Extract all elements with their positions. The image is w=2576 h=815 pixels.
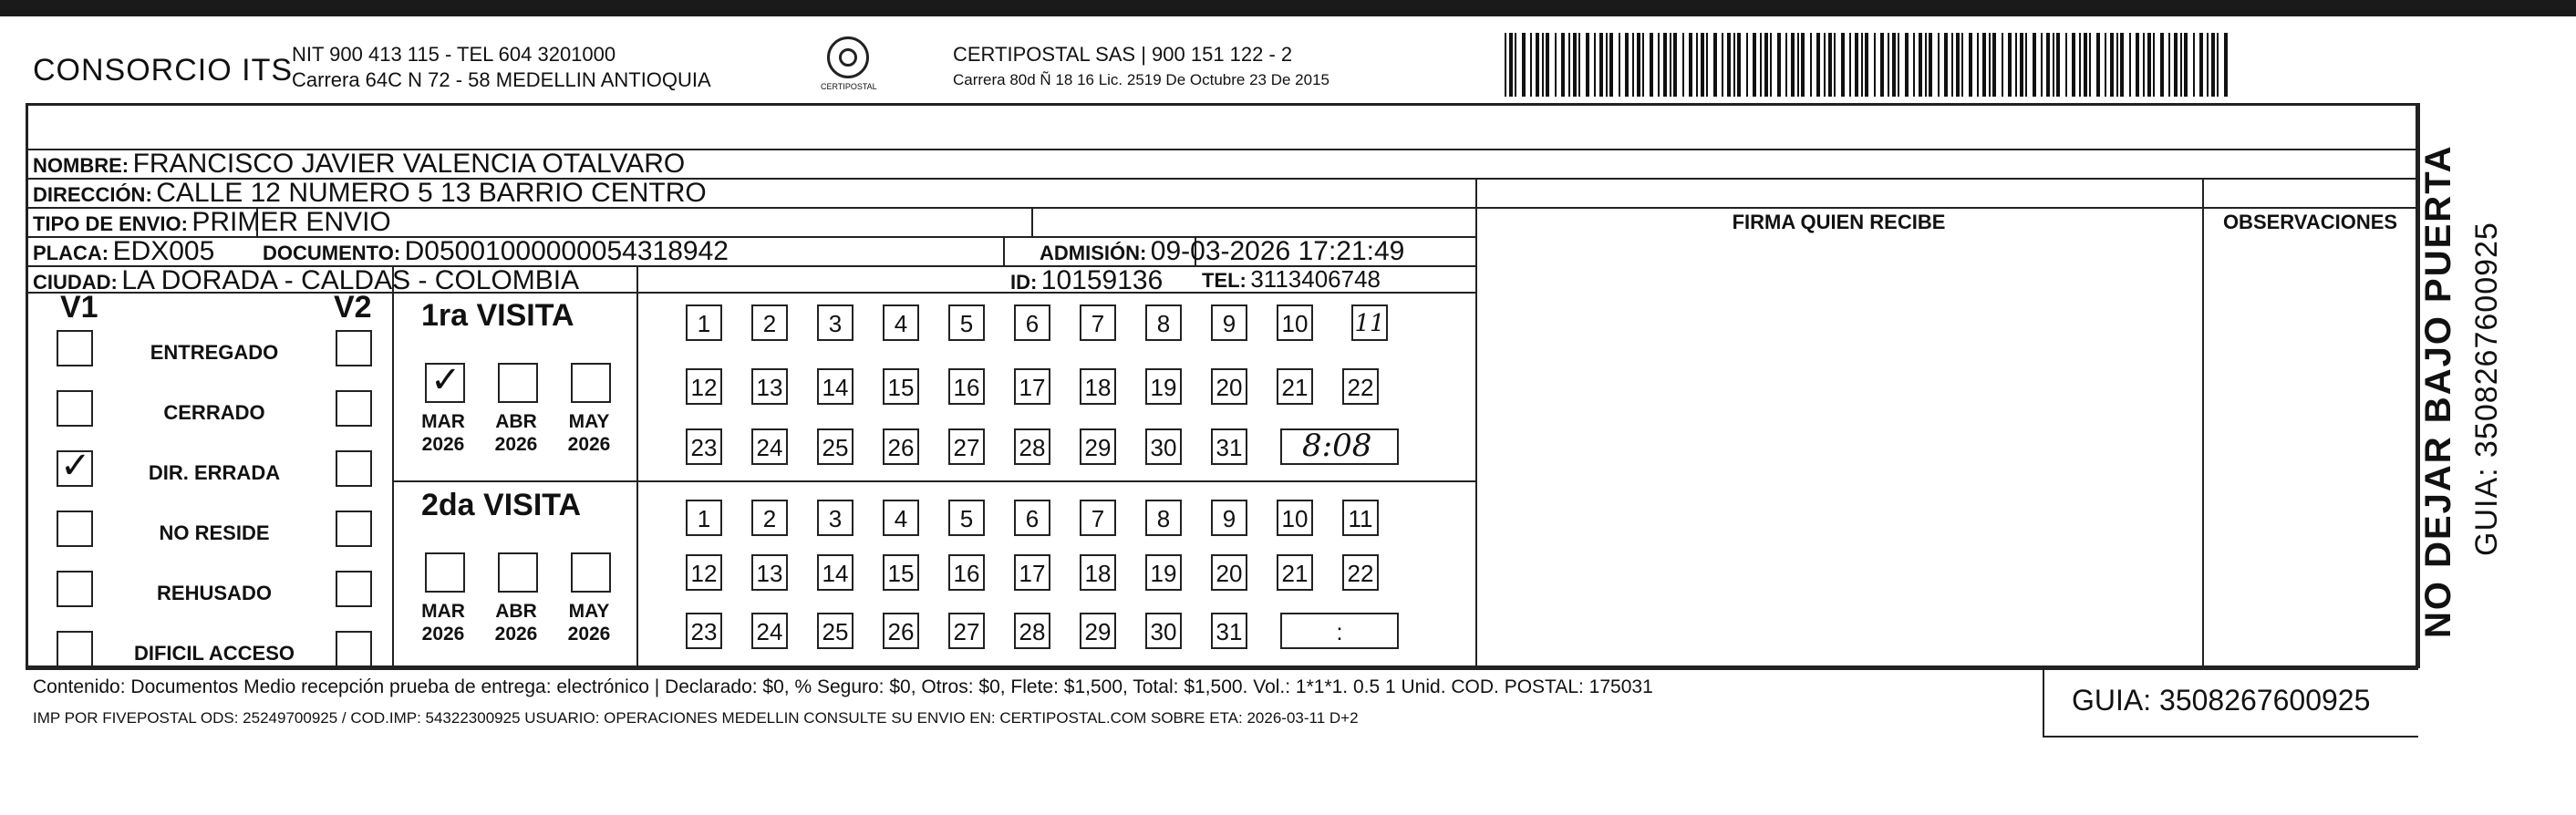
- month-label-may: MAY 2026: [567, 411, 611, 455]
- day-box-3[interactable]: 3: [817, 304, 853, 341]
- day-box-15[interactable]: 15: [883, 368, 919, 405]
- day-box-29[interactable]: 29: [1080, 613, 1116, 649]
- day-box-10[interactable]: 10: [1277, 500, 1313, 536]
- day-box-11[interactable]: 11: [1342, 500, 1379, 536]
- side-guia: GUIA: 3508267600925: [2469, 222, 2504, 556]
- certipostal-info: [953, 42, 1329, 93]
- day-box-3[interactable]: 3: [817, 500, 853, 536]
- checkbox-v1-3[interactable]: [57, 511, 93, 547]
- status-label-3: NO RESIDE: [159, 521, 270, 544]
- day-box-14[interactable]: 14: [817, 368, 853, 405]
- day-box-1[interactable]: 1: [686, 304, 722, 341]
- time-box-first[interactable]: [1280, 428, 1399, 465]
- direccion-row: [33, 178, 707, 209]
- month-checkbox-may[interactable]: [571, 552, 611, 593]
- admision-cell: [1040, 236, 1404, 267]
- day-box-5[interactable]: 5: [948, 500, 985, 536]
- day-box-15[interactable]: 15: [883, 554, 919, 591]
- month-checkbox-abr[interactable]: [498, 363, 538, 403]
- day-box-31[interactable]: 31: [1211, 613, 1247, 649]
- month-label-mar: MAR 2026: [421, 601, 465, 645]
- day-box-27[interactable]: 27: [948, 613, 985, 649]
- day-box-7[interactable]: 7: [1080, 500, 1116, 536]
- month-label-abr: ABR 2026: [494, 601, 538, 645]
- checkbox-v2-5[interactable]: [336, 631, 372, 667]
- month-checkbox-mar[interactable]: [425, 552, 465, 593]
- placa-value: EDX005: [112, 236, 215, 266]
- certi-line1: CERTIPOSTAL SAS | 900 151 122 - 2: [953, 43, 1293, 66]
- handwritten-time: 8:08: [1302, 428, 1372, 464]
- v2-header: V2: [334, 290, 372, 325]
- first-visit-title: 1ra VISITA: [421, 298, 574, 333]
- day-box-12[interactable]: 12: [686, 368, 722, 405]
- placa-label: PLACA:: [33, 242, 109, 264]
- status-label-4: REHUSADO: [157, 582, 272, 604]
- tipo-row: [33, 207, 391, 238]
- tel-cell: [1202, 265, 1381, 294]
- day-box-12[interactable]: 12: [686, 554, 722, 591]
- day-box-6[interactable]: 6: [1014, 304, 1050, 341]
- day-box-18[interactable]: 18: [1080, 554, 1116, 591]
- day-box-14[interactable]: 14: [817, 554, 853, 591]
- day-box-22[interactable]: 22: [1342, 554, 1379, 591]
- direccion-label: DIRECCIÓN:: [33, 183, 152, 206]
- month-checkbox-mar[interactable]: [425, 359, 465, 403]
- id-value: 10159136: [1040, 265, 1164, 295]
- tel-label: TEL:: [1202, 269, 1247, 292]
- checkbox-v1-5[interactable]: [57, 631, 93, 667]
- day-box-19[interactable]: 19: [1145, 368, 1182, 405]
- time-box-second[interactable]: :: [1280, 613, 1399, 649]
- checkbox-v2-4[interactable]: [336, 571, 372, 607]
- id-cell: [1010, 265, 1163, 296]
- day-box-4[interactable]: 4: [883, 304, 919, 341]
- day-box-2[interactable]: 2: [751, 304, 788, 341]
- company-info: [292, 42, 711, 93]
- barcode: [1505, 33, 2234, 97]
- day-box-19[interactable]: 19: [1145, 554, 1182, 591]
- day-box-23[interactable]: 23: [686, 428, 722, 465]
- second-visit-title: 2da VISITA: [421, 488, 582, 522]
- firma-header: FIRMA QUIEN RECIBE: [1732, 211, 1946, 233]
- day-box-23[interactable]: 23: [686, 613, 722, 649]
- day-box-29[interactable]: 29: [1080, 428, 1116, 465]
- day-box-8[interactable]: 8: [1145, 500, 1182, 536]
- day-box-22[interactable]: 22: [1342, 368, 1379, 405]
- address-line: Carrera 64C N 72 - 58 MEDELLIN ANTIOQUIA: [292, 68, 711, 91]
- month-label-may: MAY 2026: [567, 601, 611, 645]
- guia-box: GUIA: 3508267600925: [2072, 684, 2371, 717]
- v1-header: V1: [60, 290, 98, 325]
- day-box-24[interactable]: 24: [751, 613, 788, 649]
- tipo-label: TIPO DE ENVIO:: [33, 212, 188, 235]
- company-name: CONSORCIO ITS: [33, 53, 294, 88]
- checkbox-v1-2[interactable]: [57, 445, 93, 487]
- direccion-value: CALLE 12 NUMERO 5 13 BARRIO CENTRO: [156, 178, 707, 208]
- day-box-21[interactable]: 21: [1277, 368, 1313, 405]
- day-box-13[interactable]: 13: [751, 368, 788, 405]
- nit-line: NIT 900 413 115 - TEL 604 3201000: [292, 43, 616, 66]
- checkbox-v2-2[interactable]: [336, 450, 372, 487]
- day-box-17[interactable]: 17: [1014, 554, 1050, 591]
- documento-value: D05001000000054318942: [404, 236, 729, 266]
- checkbox-v1-1[interactable]: [57, 390, 93, 427]
- ciudad-cell: [33, 265, 579, 296]
- logo-text: CERTIPOSTAL: [821, 82, 877, 91]
- nombre-value: FRANCISCO JAVIER VALENCIA OTALVARO: [132, 149, 686, 179]
- day-box-6[interactable]: 6: [1014, 500, 1050, 536]
- day-box-31[interactable]: 31: [1211, 428, 1247, 465]
- placa-cell: [33, 236, 214, 267]
- day-box-13[interactable]: 13: [751, 554, 788, 591]
- certi-line2: Carrera 80d Ñ 18 16 Lic. 2519 De Octubre 23 De 2015: [953, 71, 1329, 88]
- status-label-1: CERRADO: [163, 401, 265, 424]
- day-box-30[interactable]: 30: [1145, 613, 1182, 649]
- checkbox-v2-0[interactable]: [336, 330, 372, 366]
- day-box-1[interactable]: 1: [686, 500, 722, 536]
- footer-content-line: Contenido: Documentos Medio recepción prueba de entrega: electrónico | Declarado: $0, % Seguro: $0, Otros: $0, Flete: $1,500, Total: $1,500. Vol.: 1*1*1. 0.5 1 Unid. COD. POSTAL: 175031: [33, 676, 1653, 697]
- ciudad-label: CIUDAD:: [33, 271, 118, 294]
- tel-value: 3113406748: [1250, 265, 1381, 293]
- day-box-20[interactable]: 20: [1211, 368, 1247, 405]
- day-box-11[interactable]: 11: [1351, 304, 1388, 341]
- check-mark-icon: ✓: [60, 445, 91, 487]
- status-label-5: DIFICIL ACCESO: [133, 642, 295, 665]
- day-box-5[interactable]: 5: [948, 304, 985, 341]
- day-box-25[interactable]: 25: [817, 613, 853, 649]
- id-label: ID:: [1010, 271, 1038, 294]
- day-box-4[interactable]: 4: [883, 500, 919, 536]
- day-box-7[interactable]: 7: [1080, 304, 1116, 341]
- day-box-24[interactable]: 24: [751, 428, 788, 465]
- documento-cell: [263, 236, 729, 267]
- checkbox-v2-1[interactable]: [336, 390, 372, 427]
- day-box-2[interactable]: 2: [751, 500, 788, 536]
- certipostal-logo-icon: [821, 36, 875, 100]
- day-box-21[interactable]: 21: [1277, 554, 1313, 591]
- observaciones-header: OBSERVACIONES: [2222, 211, 2398, 233]
- side-warning: NO DEJAR BAJO PUERTA: [2418, 144, 2458, 638]
- month-checkbox-abr[interactable]: [498, 552, 538, 593]
- admision-value: 09-03-2026 17:21:49: [1150, 236, 1405, 266]
- checkbox-v1-0[interactable]: [57, 330, 93, 366]
- footer-imp-line: IMP POR FIVEPOSTAL ODS: 25249700925 / COD.IMP: 54322300925 USUARIO: OPERACIONES MEDELLIN CONSULTE SU ENVIO EN: CERTIPOSTAL.COM SOBRE ETA: 2026-03-11 D+2: [33, 709, 1359, 727]
- day-box-28[interactable]: 28: [1014, 428, 1050, 465]
- top-dark-border: [0, 0, 2576, 16]
- checkbox-v1-4[interactable]: [57, 571, 93, 607]
- day-box-30[interactable]: 30: [1145, 428, 1182, 465]
- month-label-abr: ABR 2026: [494, 411, 538, 455]
- day-box-20[interactable]: 20: [1211, 554, 1247, 591]
- status-label-0: ENTREGADO: [150, 341, 279, 364]
- day-box-26[interactable]: 26: [883, 613, 919, 649]
- month-label-mar: MAR 2026: [421, 411, 465, 455]
- documento-label: DOCUMENTO:: [263, 242, 401, 264]
- day-box-17[interactable]: 17: [1014, 368, 1050, 405]
- day-box-8[interactable]: 8: [1145, 304, 1182, 341]
- status-label-2: DIR. ERRADA: [148, 461, 281, 484]
- tipo-value: PRIMER ENVIO: [191, 207, 391, 237]
- nombre-row: [33, 149, 685, 180]
- nombre-label: NOMBRE:: [33, 154, 129, 177]
- day-box-26[interactable]: 26: [883, 428, 919, 465]
- admision-label: ADMISIÓN:: [1040, 242, 1147, 264]
- day-box-18[interactable]: 18: [1080, 368, 1116, 405]
- day-box-25[interactable]: 25: [817, 428, 853, 465]
- day-box-28[interactable]: 28: [1014, 613, 1050, 649]
- ciudad-value: LA DORADA - CALDAS - COLOMBIA: [121, 265, 580, 295]
- day-box-16[interactable]: 16: [948, 368, 985, 405]
- check-mark-icon: ✓: [430, 359, 461, 401]
- day-box-16[interactable]: 16: [948, 554, 985, 591]
- day-box-9[interactable]: 9: [1211, 304, 1247, 341]
- day-box-9[interactable]: 9: [1211, 500, 1247, 536]
- day-box-10[interactable]: 10: [1277, 304, 1313, 341]
- day-box-27[interactable]: 27: [948, 428, 985, 465]
- month-checkbox-may[interactable]: [571, 363, 611, 403]
- checkbox-v2-3[interactable]: [336, 511, 372, 547]
